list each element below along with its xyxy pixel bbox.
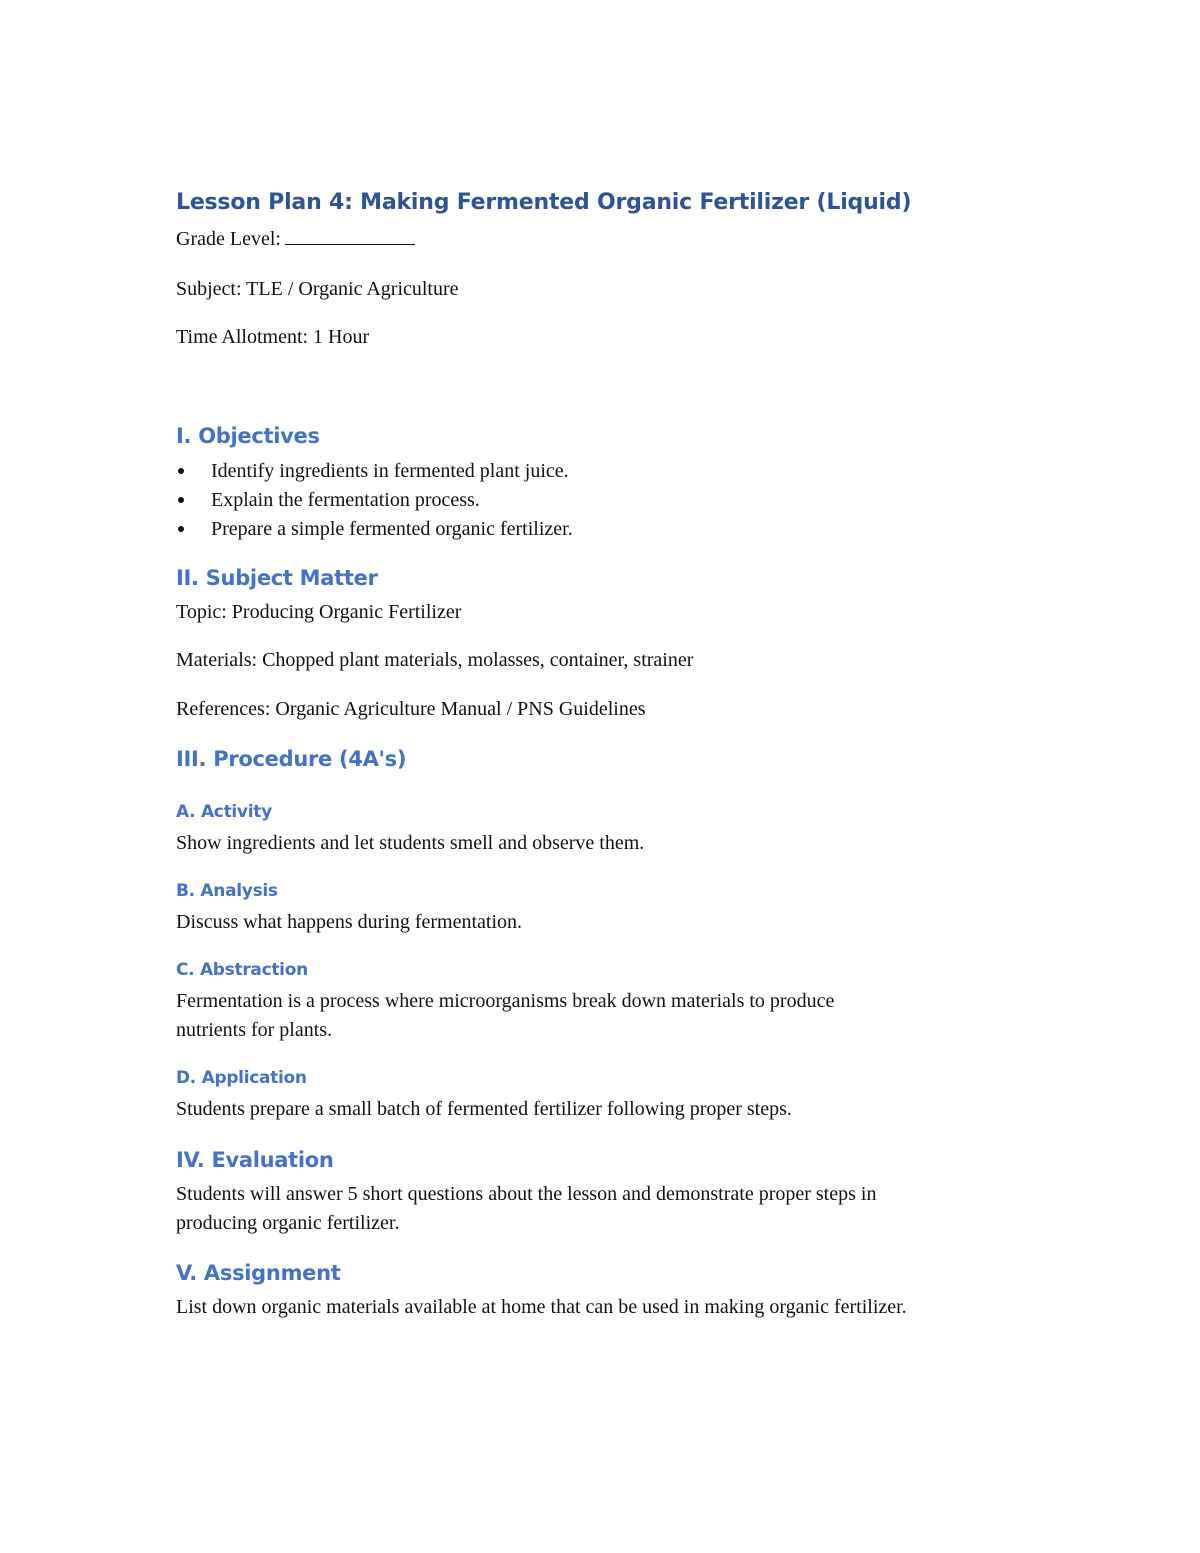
references-line: References: Organic Agriculture Manual / PNS Guidelines — [176, 698, 646, 720]
list-item-text: Explain the fermentation process. — [211, 489, 480, 511]
list-item-text: Identify ingredients in fermented plant juice. — [211, 460, 569, 482]
list-item — [176, 486, 573, 515]
application-text: Students prepare a small batch of fermented fertilizer following proper steps. — [176, 1098, 792, 1120]
activity-text: Show ingredients and let students smell and observe them. — [176, 832, 645, 854]
abstraction-text-line-1: Fermentation is a process where microorganisms break down materials to produce — [176, 990, 835, 1012]
bullet-icon — [178, 497, 184, 503]
analysis-text: Discuss what happens during fermentation. — [176, 911, 523, 933]
assignment-heading: V. Assignment — [176, 1261, 341, 1285]
topic-line: Topic: Producing Organic Fertilizer — [176, 601, 462, 623]
procedure-heading: III. Procedure (4A's) — [176, 747, 407, 771]
list-item — [176, 515, 573, 544]
grade-level-line — [176, 228, 415, 251]
abstraction-heading: C. Abstraction — [176, 960, 308, 980]
objectives-list — [176, 457, 573, 544]
subject-matter-heading: II. Subject Matter — [176, 566, 378, 590]
grade-level-blank — [285, 243, 415, 245]
abstraction-text-line-2: nutrients for plants. — [176, 1019, 333, 1041]
objectives-heading: I. Objectives — [176, 424, 320, 448]
activity-heading: A. Activity — [176, 802, 272, 822]
analysis-heading: B. Analysis — [176, 881, 278, 901]
evaluation-text-line-2: producing organic fertilizer. — [176, 1212, 400, 1234]
time-allotment-line: Time Allotment: 1 Hour — [176, 326, 370, 348]
evaluation-text-line-1: Students will answer 5 short questions about the lesson and demonstrate proper steps in — [176, 1183, 877, 1205]
bullet-icon — [178, 526, 184, 532]
materials-line: Materials: Chopped plant materials, molasses, container, strainer — [176, 649, 694, 671]
grade-level-label: Grade Level: — [176, 228, 281, 250]
list-item — [176, 457, 573, 486]
assignment-text: List down organic materials available at home that can be used in making organic fertilizer. — [176, 1296, 907, 1318]
list-item-text: Prepare a simple fermented organic fertilizer. — [211, 518, 573, 540]
evaluation-heading: IV. Evaluation — [176, 1148, 334, 1172]
lesson-title: Lesson Plan 4: Making Fermented Organic Fertilizer (Liquid) — [176, 190, 912, 215]
bullet-icon — [178, 468, 184, 474]
application-heading: D. Application — [176, 1068, 307, 1088]
subject-line: Subject: TLE / Organic Agriculture — [176, 278, 459, 300]
